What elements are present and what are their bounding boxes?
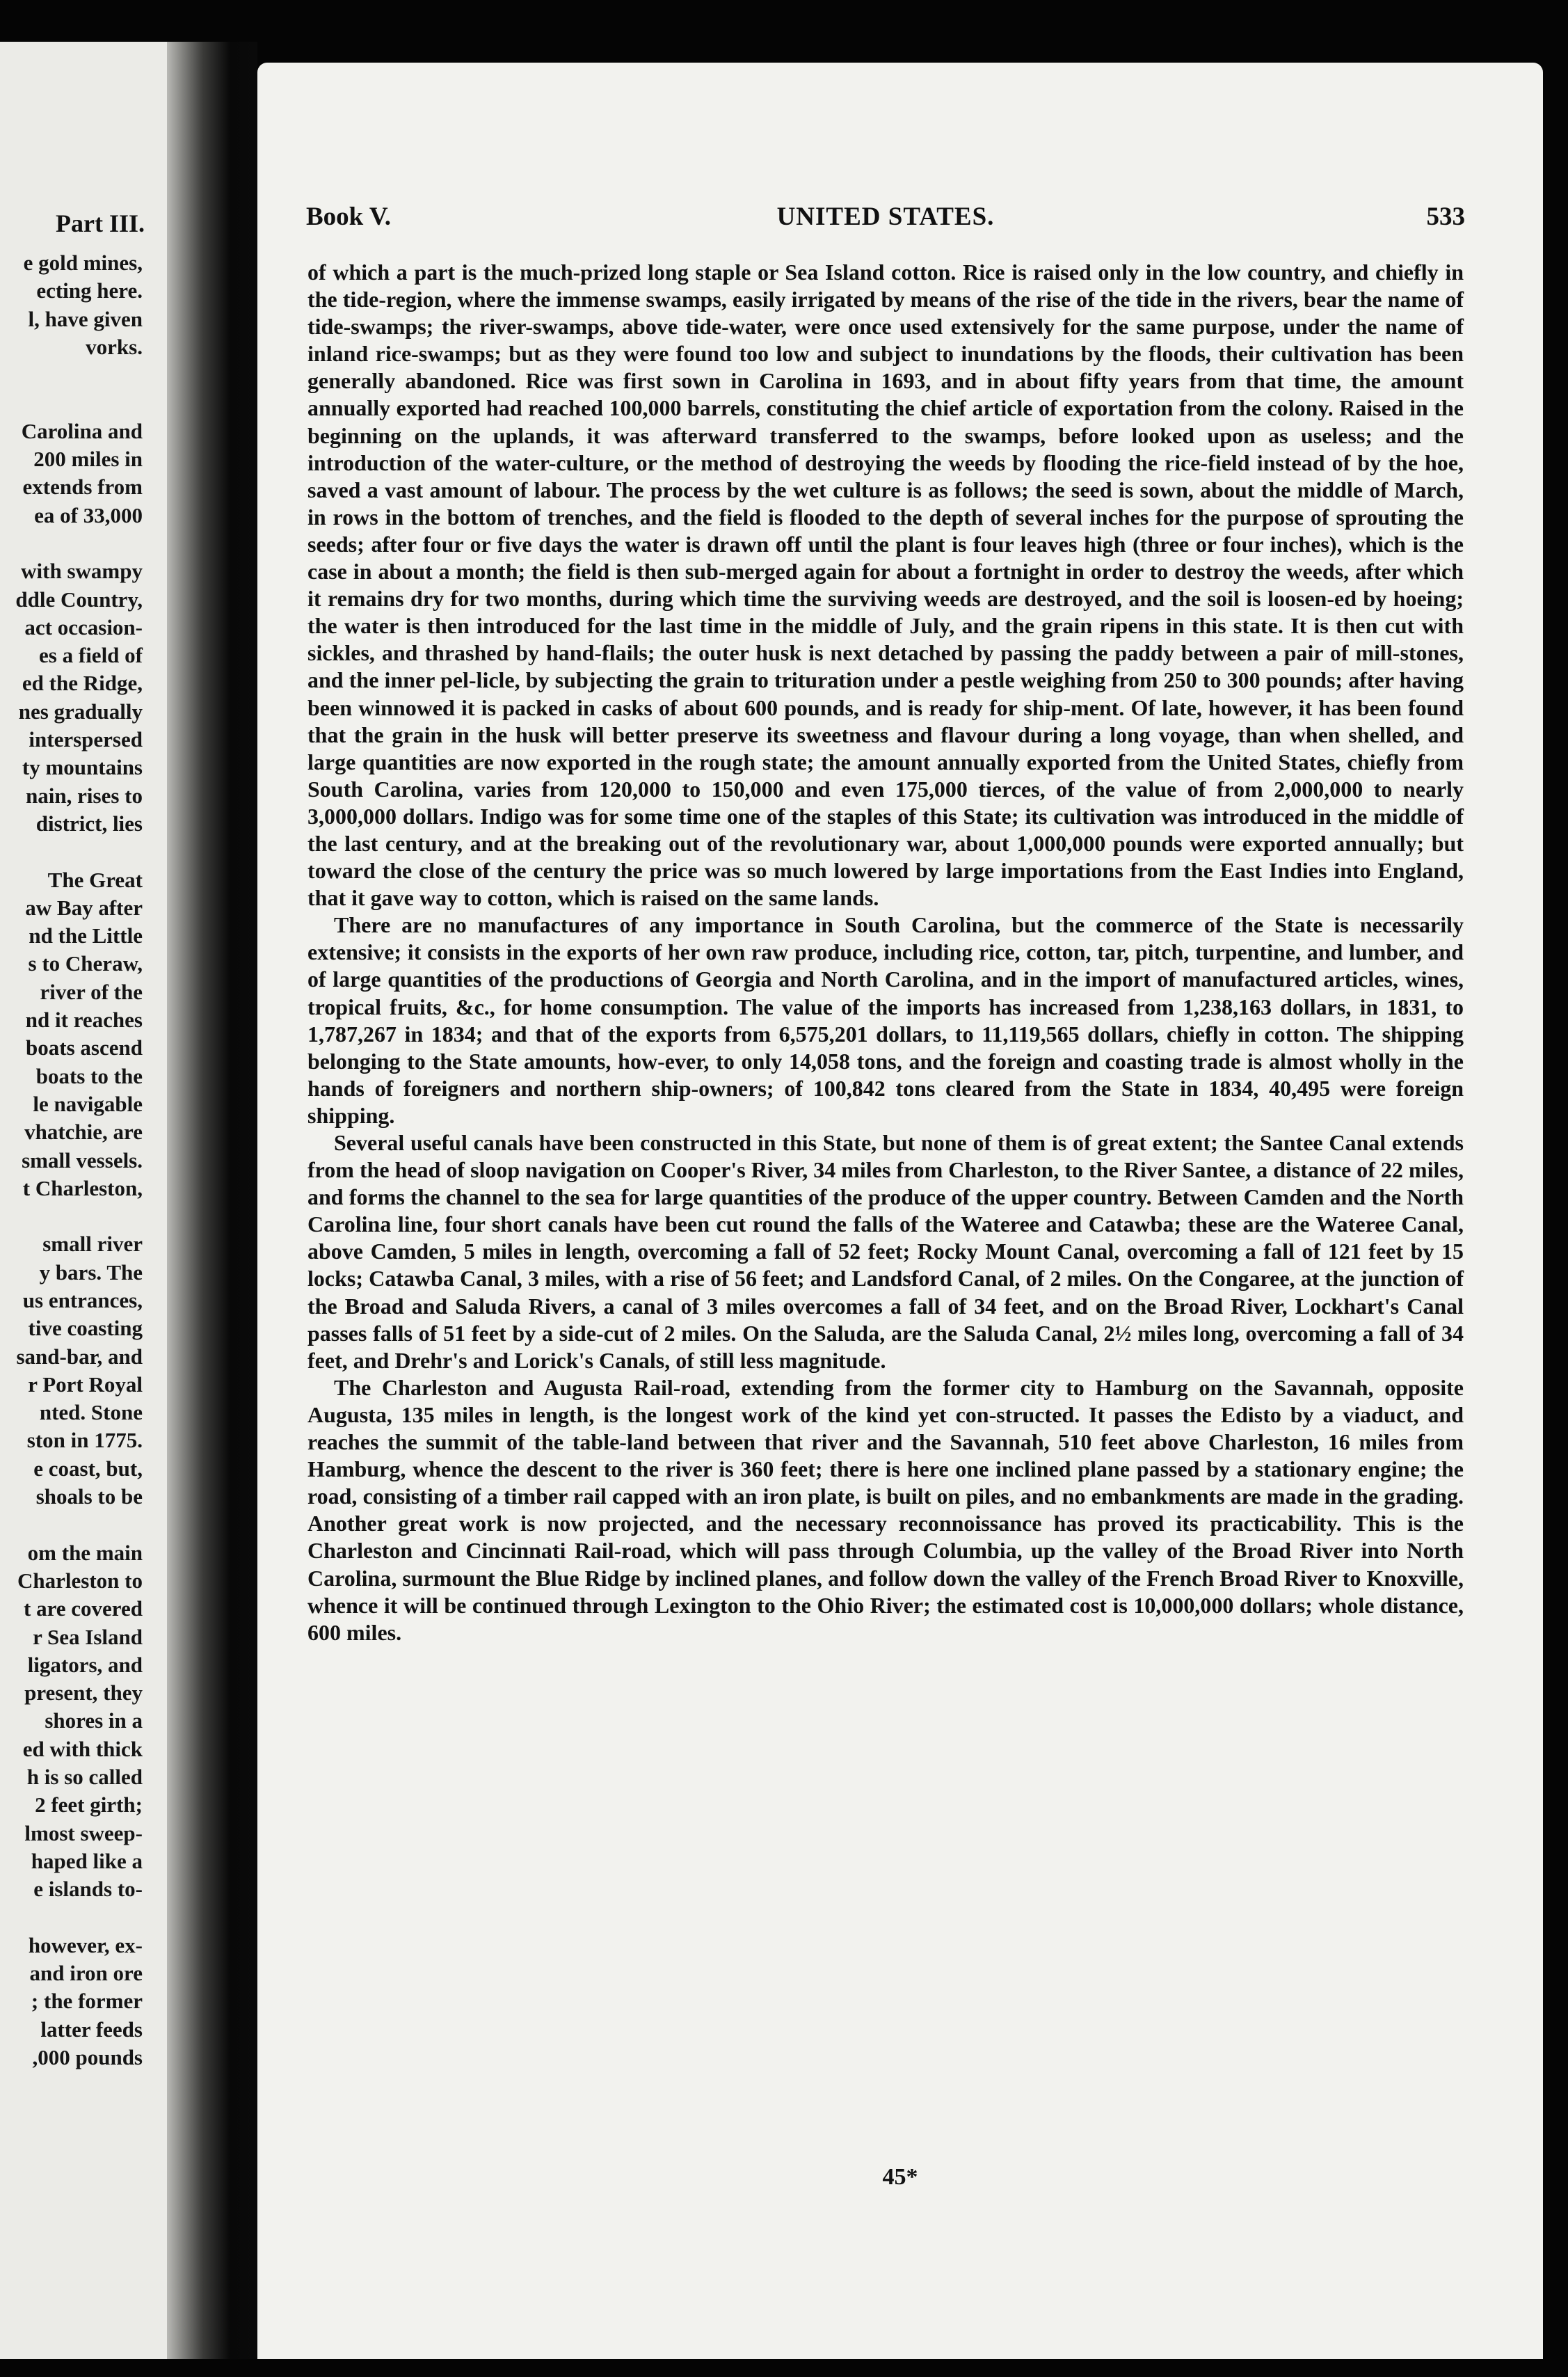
facing-page-line [0, 1511, 143, 1539]
facing-page-line: extends from [22, 475, 143, 500]
facing-page-line: 2 feet girth; [35, 1792, 143, 1818]
facing-page-line: interspersed [29, 727, 143, 752]
facing-page-line: le navigable [33, 1091, 143, 1116]
facing-page-line: e gold mines, [23, 251, 143, 275]
facing-page-line: vorks. [86, 334, 143, 359]
facing-page-line: ecting here. [36, 278, 143, 303]
facing-page-line: lmost sweep- [24, 1820, 143, 1845]
facing-page-line: us entrances, [22, 1287, 143, 1312]
facing-page-line: shores in a [45, 1708, 143, 1733]
facing-page-line: nes gradually [18, 699, 143, 724]
facing-page-line: Charleston to [17, 1568, 143, 1593]
facing-page-line: e coast, but, [33, 1456, 143, 1481]
facing-page-line: act occasion- [24, 614, 143, 639]
facing-page-line: small vessels. [22, 1147, 143, 1172]
facing-page-line: present, they [24, 1680, 143, 1706]
facing-page-line: ; the former [31, 1989, 143, 2014]
facing-page-line: Carolina and [21, 418, 143, 443]
facing-page-line: small river [42, 1232, 143, 1257]
facing-page-line: t are covered [24, 1596, 143, 1621]
facing-page-line: h is so called [26, 1765, 143, 1790]
page-title: UNITED STATES. [776, 202, 995, 231]
facing-page-line: sand-bar, and [16, 1344, 143, 1369]
book-gutter [167, 42, 257, 2359]
facing-page-line [0, 361, 143, 389]
book-page [257, 63, 1543, 2359]
facing-page-line: ty mountains [22, 755, 143, 780]
facing-page-line: ddle Country, [15, 587, 143, 612]
facing-page [0, 42, 167, 2359]
facing-page-line: r Port Royal [28, 1372, 143, 1397]
facing-page-line: vhatchie, are [24, 1120, 143, 1145]
facing-page-line: aw Bay after [25, 895, 143, 920]
paragraph: of which a part is the much-prized long staple or Sea Island cotton. Rice is raised only in the low country, and chiefly in the tide-region, where the immense swamps, easily irrigated by means of the rise of the tide in the rivers, bear the name of tide-swamps; the river-swamps, above tide-water, were once used extensively for the same purpose, under the name of inland rice-swamps; but as they were found too low and subject to inundations by the floods, their cultivation has been generally abandoned. Rice was first sown in Carolina in 1693, and in about fifty years from that time, the amount annually exported had reached 100,000 barrels, constituting the chief article of exportation from the colony. Raised in the beginning on the uplands, it was afterward transferred to the swamps, before looked upon as useless; and the introduction of the water-culture, or the method of destroying the weeds by flooding the rice-field instead of by the hoe, saved a vast amount of labour. The process by the wet culture is as follows; the seed is sown, about the middle of March, in rows in the bottom of trenches, and the field is flooded to the depth of several inches for the purpose of sprouting the seeds; after four or five days the water is drawn off until the plant is four leaves high (three or four inches), which is the case in about a month; the field is then sub-merged again for about a fortnight in order to destroy the weeds, after which it remains dry for two months, during which time the surviving weeds are destroyed, and the soil is loosen-ed by hoeing; the water is then introduced for the last time in the middle of July, and the grain ripens in this state. It is then cut with sickles, and thrashed by hand-flails; the outer husk is next detached by passing the paddy between a pair of mill-stones, and the inner pel-licle, by subjecting the grain to trituration under a pestle weighing from 250 to 300 pounds; after having been winnowed it is packed in casks of about 600 pounds, and is ready for ship-ment. Of late, however, it has been found that the grain in the husk will better preserve its sweetness and flavour during a long voyage, than when shelled, and large quantities are now exported in the rough state; the amount annually exported from the United States, chiefly from South Carolina, varies from 120,000 to 150,000 and even 175,000 tierces, of the value of from 2,000,000 to nearly 3,000,000 dollars. Indigo was for some time one of the staples of this State; its cultivation was introduced in the middle of the last century, and at the breaking out of the revolutionary war, about 1,000,000 pounds were exported annually; but toward the close of the century the price was so much lowered by large importations from the East Indies into England, that it gave way to cotton, which is raised on the same lands. [307, 260, 1464, 911]
facing-page-line: with swampy [21, 559, 143, 584]
facing-page-line: nted. Stone [39, 1400, 143, 1425]
facing-page-line: t Charleston, [22, 1175, 143, 1200]
facing-page-line: 200 miles in [33, 447, 143, 472]
facing-page-line: shoals to be [35, 1484, 143, 1509]
facing-page-line [0, 530, 143, 557]
facing-page-line: haped like a [31, 1848, 143, 1873]
facing-page-line [0, 1202, 143, 1230]
facing-page-line [0, 1904, 143, 1932]
facing-page-line: district, lies [35, 811, 143, 836]
facing-page-line: ea of 33,000 [34, 502, 143, 527]
facing-page-line: l, have given [28, 306, 143, 331]
facing-page-line: latter feeds [40, 2017, 143, 2042]
facing-page-line: es a field of [39, 643, 143, 668]
facing-page-line: boats to the [35, 1063, 143, 1088]
facing-page-line: boats ascend [26, 1035, 143, 1060]
facing-page-line: ston in 1775. [26, 1428, 143, 1453]
facing-page-line: y bars. The [39, 1259, 143, 1285]
facing-page-line: and iron ore [29, 1961, 143, 1986]
facing-page-line: nain, rises to [26, 783, 143, 808]
facing-page-text [0, 249, 143, 2072]
facing-page-line: river of the [40, 979, 143, 1004]
signature-mark: 45* [882, 2164, 918, 2190]
facing-page-line: om the main [27, 1540, 143, 1565]
facing-page-line [0, 389, 143, 417]
facing-page-line: r Sea Island [33, 1624, 143, 1649]
facing-page-line: nd the Little [29, 923, 143, 948]
facing-page-line: e islands to- [33, 1877, 143, 1902]
facing-page-line: ed the Ridge, [22, 671, 143, 696]
paragraph: The Charleston and Augusta Rail-road, extending from the former city to Hamburg on the Savannah, opposite Augusta, 135 miles in length, is the longest work of the kind yet con-structed. It passes the Edisto by a viaduct, and reaches the summit of the table-land between that river and the Savannah, 510 feet above Charleston, 16 miles from Hamburg, whence the descent to the river is 360 feet; there is here one inclined plane passed by a stationary engine; the road, consisting of a timber rail capped with an iron plate, is built on piles, and no embankments are made in the grading. Another great work is now projected, and the necessary reconnoissance has proved its practicability. This is the Charleston and Cincinnati Rail-road, which will pass through Columbia, up the valley of the Broad River into North Carolina, surmount the Blue Ridge by inclined planes, and follow down the valley of the French Broad River to Knoxville, whence it will be continued through Lexington to the Ohio River; the estimated cost is 10,000,000 dollars; whole distance, 600 miles. [307, 1374, 1464, 1645]
facing-page-line: ligators, and [27, 1652, 143, 1677]
paragraph: There are no manufactures of any importance in South Carolina, but the commerce of the State is necessarily extensive; it consists in the exports of her own raw produce, including rice, cotton, tar, pitch, turpentine, and lumber, and of large quantities of the productions of Georgia and North Carolina, and in the import of manufactured articles, wines, tropical fruits, &c., for home consumption. The value of the imports has increased from 1,238,163 dollars, in 1831, to 1,787,267 in 1834; and that of the exports from 6,575,201 dollars, to 11,119,565 dollars, chiefly in cotton. The shipping belonging to the State amounts, how-ever, to only 14,058 tons, and the foreign and coasting trade is almost wholly in the hands of foreigners and northern ship-owners; of 100,842 tons cleared from the State in 1834, 40,495 were foreign shipping. [307, 912, 1464, 1128]
facing-page-line: ,000 pounds [32, 2045, 143, 2069]
facing-page-line: The Great [47, 867, 143, 892]
running-head [306, 202, 1465, 237]
facing-page-line: tive coasting [28, 1316, 143, 1341]
body-text [307, 259, 1464, 1646]
paragraph: Several useful canals have been constructed in this State, but none of them is of great extent; the Santee Canal extends from the head of sloop navigation on Cooper's River, 34 miles from Charleston, to the River Santee, a distance of 22 miles, and forms the channel to the sea for large quantities of the produce of the upper country. Between Camden and the North Carolina line, four short canals have been cut round the falls of the Wateree and Catawba; these are the Wateree Canal, above Camden, 5 miles in length, overcoming a fall of 52 feet; Rocky Mount Canal, overcoming a fall of 121 feet by 15 locks; Catawba Canal, 3 miles, with a rise of 56 feet; and Landsford Canal, of 2 miles. On the Congaree, at the junction of the Broad and Saluda Rivers, a canal of 3 miles overcomes a fall of 34 feet, and on the Broad River, Lockhart's Canal passes falls of 51 feet by a side-cut of 2 miles. On the Saluda, are the Saluda Canal, 2½ miles long, overcoming a fall of 34 feet, and Drehr's and Lorick's Canals, of still less magnitude. [307, 1130, 1464, 1373]
facing-page-line: however, ex- [28, 1932, 143, 1957]
book-number: Book V. [306, 202, 392, 231]
facing-page-line: ed with thick [22, 1736, 143, 1761]
facing-page-heading: Part III. [56, 209, 145, 237]
page-number: 533 [1426, 202, 1465, 231]
facing-page-line: nd it reaches [25, 1008, 143, 1033]
facing-page-line: s to Cheraw, [28, 951, 143, 976]
facing-page-line [0, 838, 143, 866]
